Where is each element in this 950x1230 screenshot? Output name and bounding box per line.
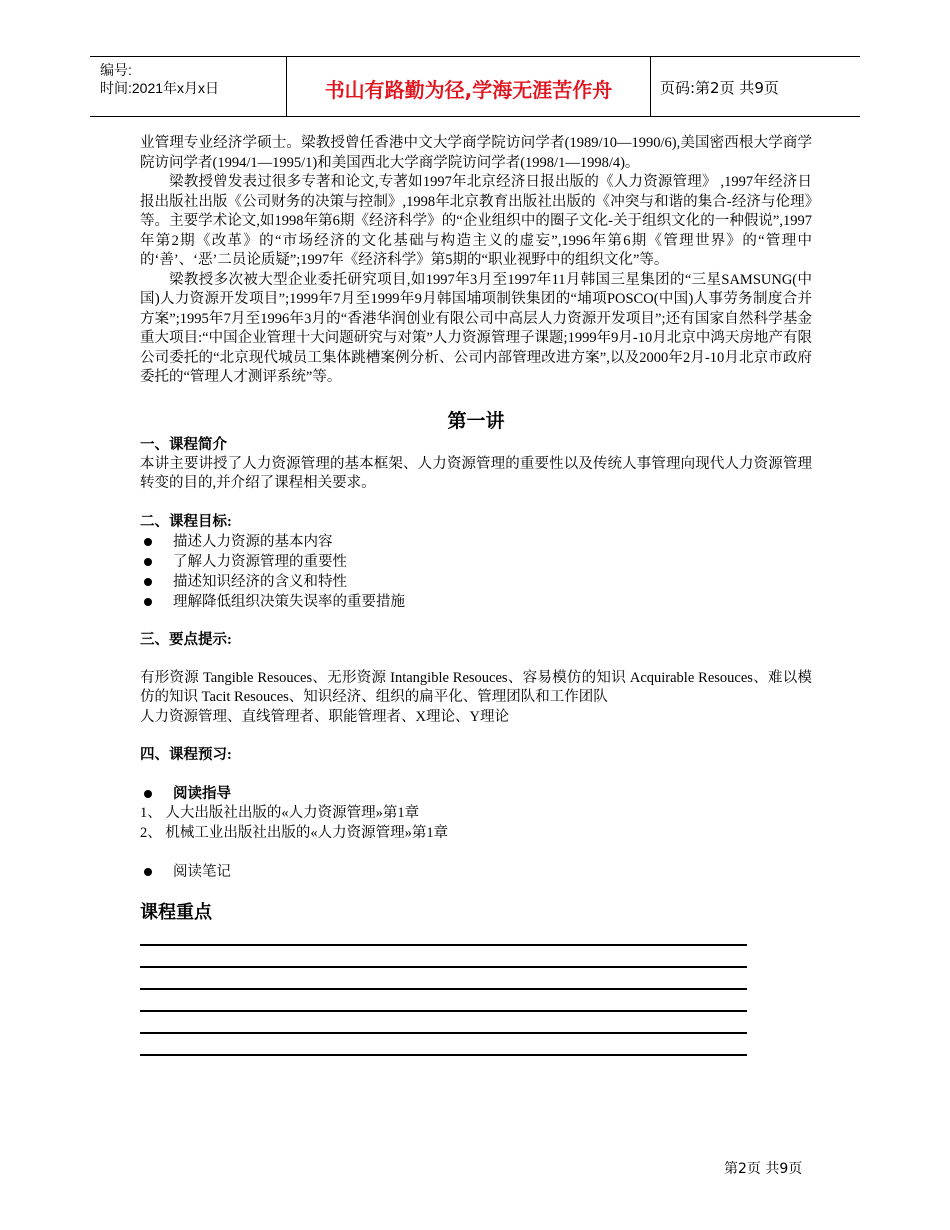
header-page-number: 页码:第2页 共9页: [660, 79, 779, 97]
bio-paragraph-1: 业管理专业经济学硕士。梁教授曾任香港中文大学商学院访问学者(1989/10—1990/6),美国密西根大学商学院访问学者(1994/1—1995/1)和美国西北大学商学院访问学者(1998/1—1998/4)。: [140, 135, 812, 171]
header-motto: 书山有路勤为径,学海无涯苦作舟: [324, 78, 613, 102]
header-meta: [100, 61, 219, 97]
section-heading-intro: 一、课程简介: [140, 436, 227, 453]
lecture-title: 第一讲: [447, 410, 505, 432]
header-divider: [650, 57, 651, 116]
bio-paragraph-2: 梁教授曾发表过很多专著和论文,专著如1997年北京经济日报出版的《人力资源管理》 ,1997年经济日报出版社出版《公司财务的决策与控制》,1998年北京教育出版社出版的《冲突与和谐的集合-经济与伦理》等。主要学术论文,如1998年第6期《经济科学》的“企业组织中的圈子文化-关于组织文化的一种假说”,1997年第2期《改革》的“市场经济的文化基础与构造主义的虚妄”,1996年第6期《管理世界》的“管理中的‘善’、‘恶’二员论质疑”;1997年《经济科学》第5期的“职业视野中的组织文化”等。: [140, 174, 812, 268]
bullet-icon: [144, 790, 152, 798]
writing-line[interactable]: [140, 946, 747, 968]
bullet-icon: [144, 558, 152, 566]
section-heading-keypoints: 三、要点提示:: [140, 631, 232, 648]
goal-item: [140, 592, 812, 612]
book-item: 1、 人大出版社出版的«人力资源管理»第1章: [140, 805, 420, 821]
bullet-icon: [144, 538, 152, 546]
goal-item: [140, 532, 812, 552]
intro-text: 本讲主要讲授了人力资源管理的基本框架、人力资源管理的重要性以及传统人事管理向现代人力资源管理转变的目的,并介绍了课程相关要求。: [140, 455, 812, 491]
writing-line[interactable]: [140, 968, 747, 990]
goal-item: [140, 572, 812, 592]
writing-line[interactable]: [140, 990, 747, 1012]
book-item: 2、 机械工业出版社出版的«人力资源管理»第1章: [140, 824, 449, 841]
course-focus-title: 课程重点: [140, 902, 212, 922]
reading-guide-label: 阅读指导: [173, 786, 231, 802]
writing-line[interactable]: [140, 1034, 747, 1056]
goal-text: 描述知识经济的含义和特性: [173, 573, 347, 590]
reading-notes-label: 阅读笔记: [173, 864, 231, 880]
goal-text: 描述人力资源的基本内容: [173, 533, 333, 550]
reading-notes-item: [140, 862, 812, 882]
goal-item: [140, 552, 812, 572]
keypoints-line-1: 有形资源 Tangible Resouces、无形资源 Intangible Resouces、容易模仿的知识 Acquirable Resouces、难以模仿的知识 Tacit Resouces、知识经济、组织的扁平化、管理团队和工作团队: [140, 669, 812, 705]
keypoints-line-2: 人力资源管理、直线管理者、职能管理者、X理论、Y理论: [140, 708, 509, 725]
bio-paragraph-3: 梁教授多次被大型企业委托研究项目,如1997年3月至1997年11月韩国三星集团的“三星SAMSUNG(中国)人力资源开发项目”;1999年7月至1999年9月韩国埔项制铁集团的“埔项POSCO(中国)人事劳务制度合并方案”;1995年7月至1996年3月的“香港华润创业有限公司中高层人力资源开发项目”;还有国家自然科学基金重大项目:“中国企业管理十大问题研究与对策”人力资源管理子课题;1999年9月-10月北京中鸿天房地产有限公司委托的“北京现代城员工集体跳槽案例分析、公司内部管理改进方案”,以及2000年2月-10月北京市政府委托的“管理人才测评系统”等。: [140, 271, 812, 385]
document-body: [140, 134, 812, 1056]
goal-text: 了解人力资源管理的重要性: [173, 553, 347, 570]
writing-line[interactable]: [140, 1012, 747, 1034]
bullet-icon: [144, 598, 152, 606]
goal-text: 理解降低组织决策失误率的重要措施: [173, 593, 405, 610]
section-heading-preview: 四、课程预习:: [140, 747, 232, 763]
reading-guide-item: [140, 784, 812, 804]
footer-page-number: 第2页 共9页: [724, 1161, 803, 1177]
header-time-label: 时间:2021年x月x日: [100, 80, 220, 96]
writing-line[interactable]: [140, 924, 747, 946]
bullet-icon: [144, 868, 152, 876]
header-code-label: 编号:: [100, 62, 132, 78]
section-heading-goals: 二、课程目标:: [140, 513, 232, 530]
page-header: [90, 56, 860, 117]
bullet-icon: [144, 578, 152, 586]
